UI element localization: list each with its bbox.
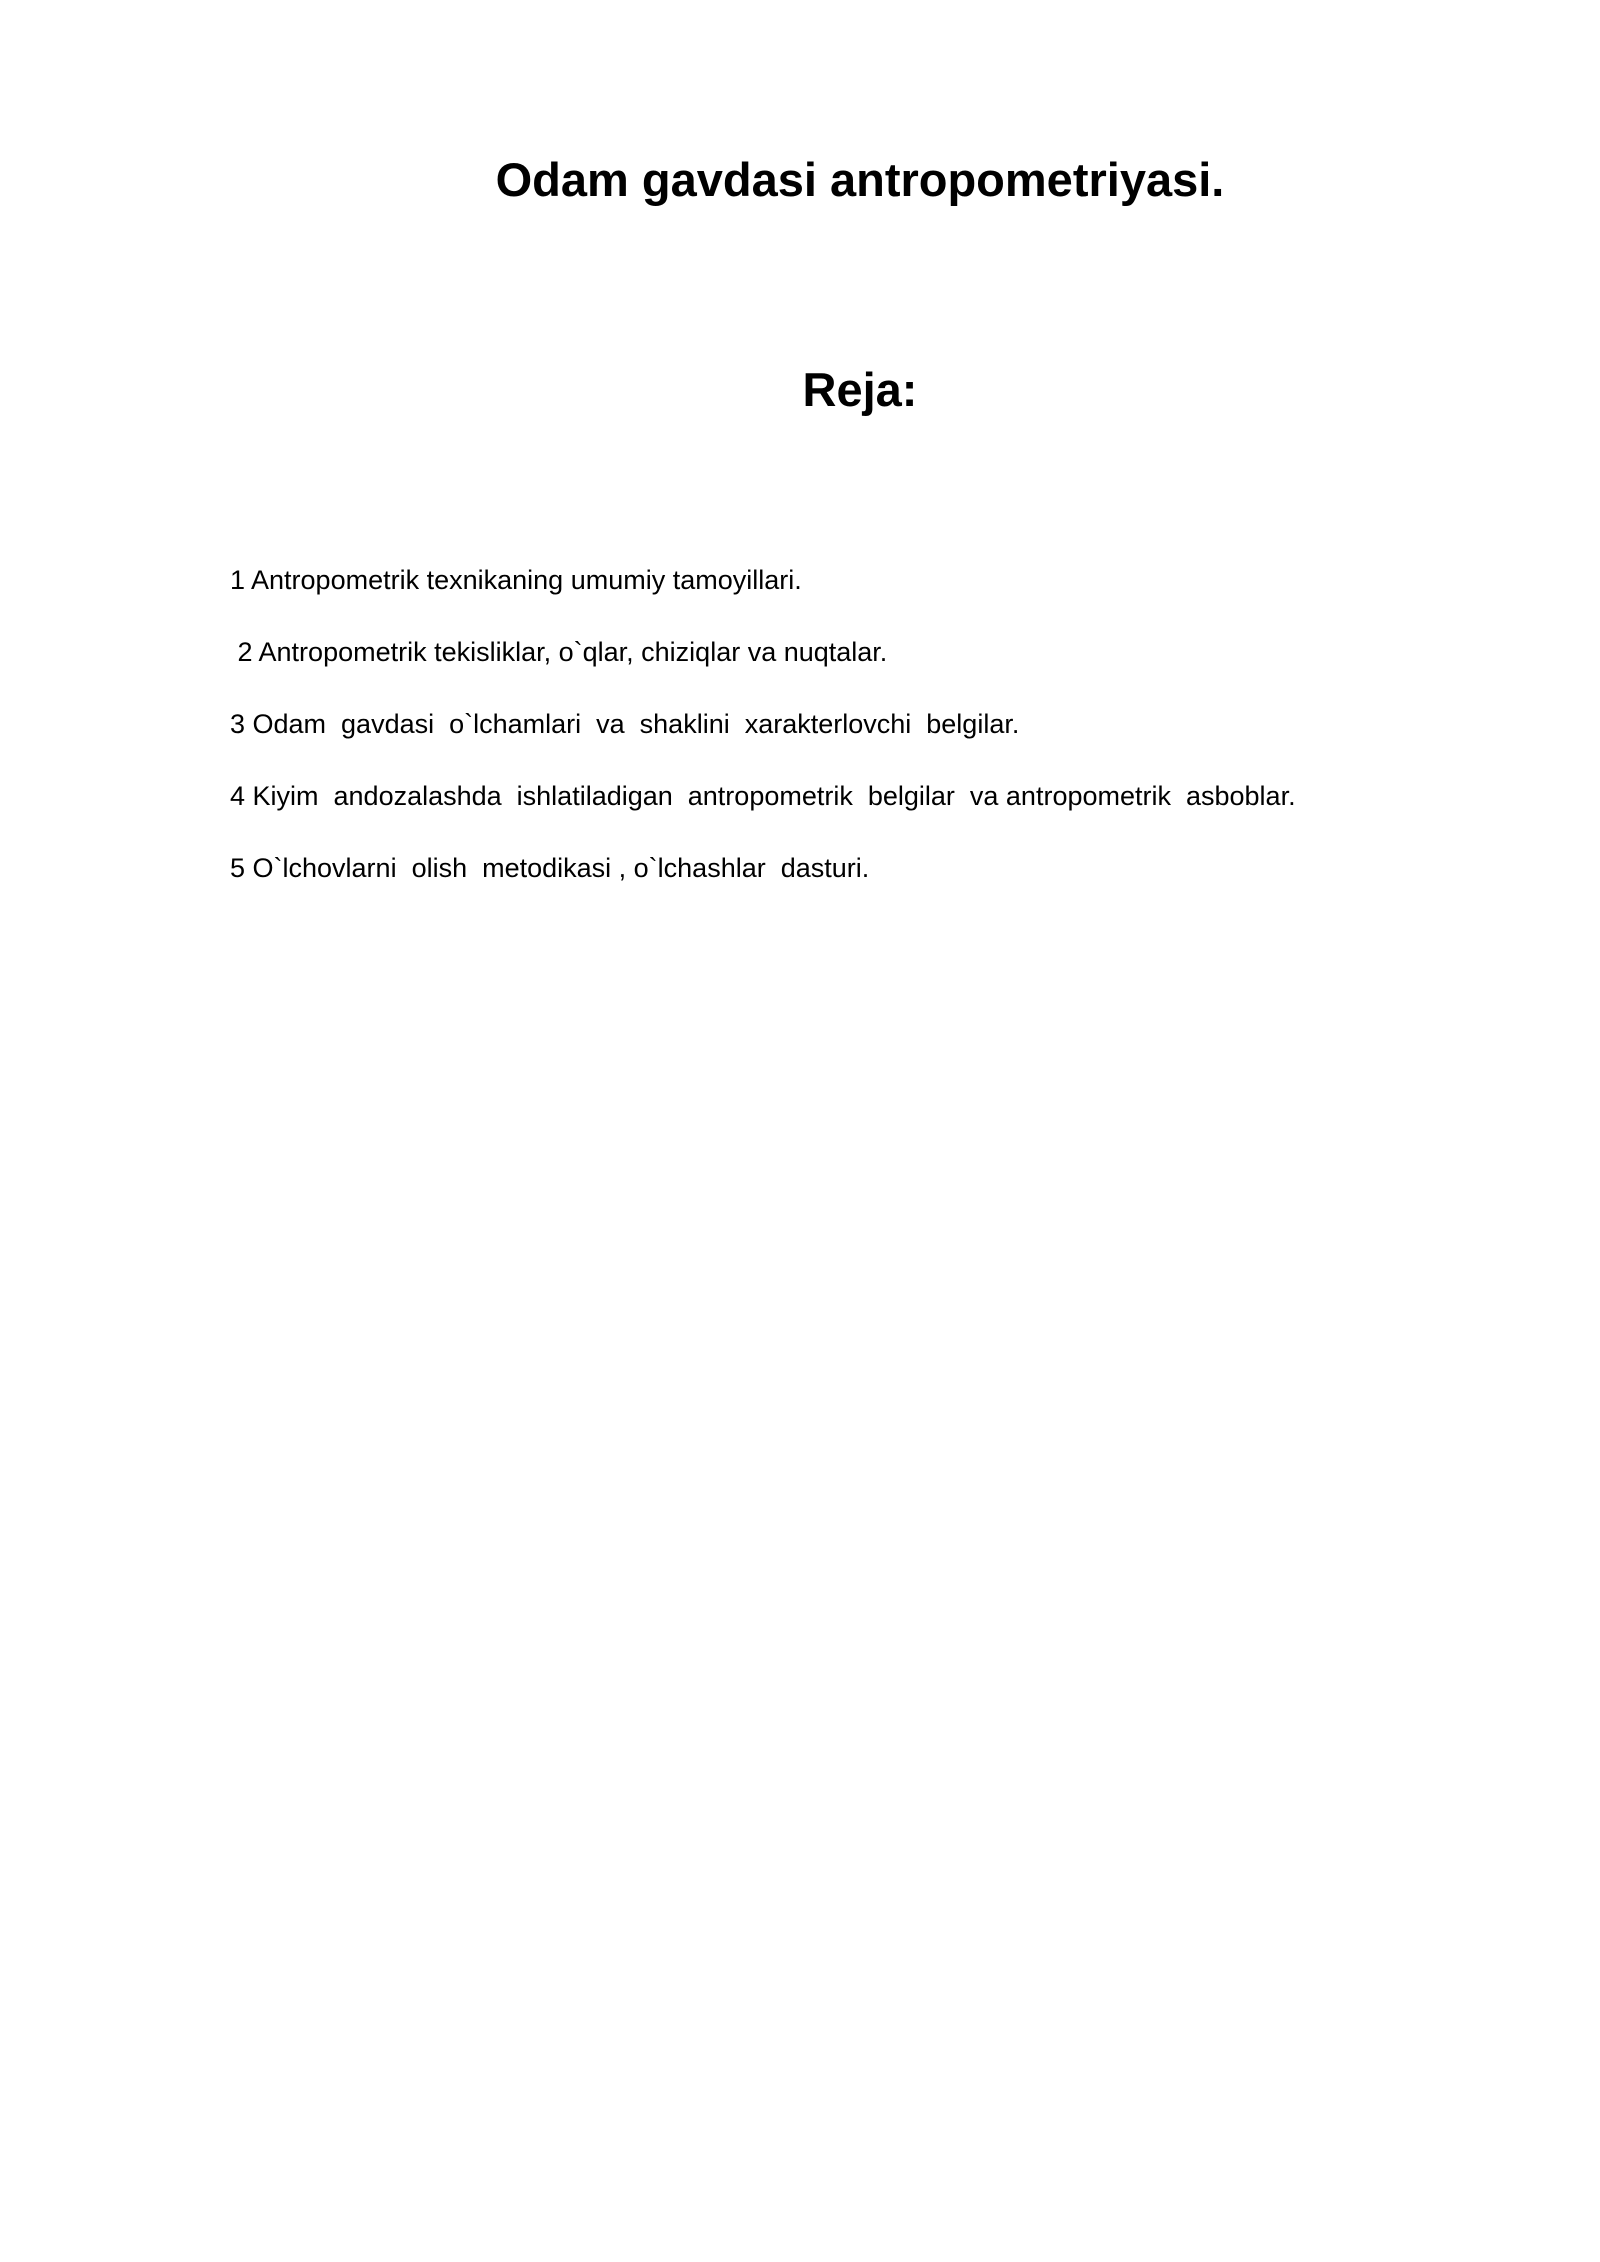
plan-heading: Reja:	[802, 363, 918, 416]
plan-list	[230, 562, 1480, 922]
document-title: Odam gavdasi antropometriyasi.	[495, 153, 1225, 206]
plan-item-4: 4 Kiyim andozalashda ishlatiladigan antropometrik belgilar va antropometrik asboblar.	[230, 781, 1296, 811]
plan-item-3: 3 Odam gavdasi o`lchamlari va shaklini xarakterlovchi belgilar.	[230, 709, 1020, 739]
plan-item-5: 5 O`lchovlarni olish metodikasi , o`lchashlar dasturi.	[230, 853, 870, 883]
plan-item-1: 1 Antropometrik texnikaning umumiy tamoyillari.	[230, 565, 802, 595]
plan-item-2: 2 Antropometrik tekisliklar, o`qlar, chiziqlar va nuqtalar.	[230, 637, 888, 667]
